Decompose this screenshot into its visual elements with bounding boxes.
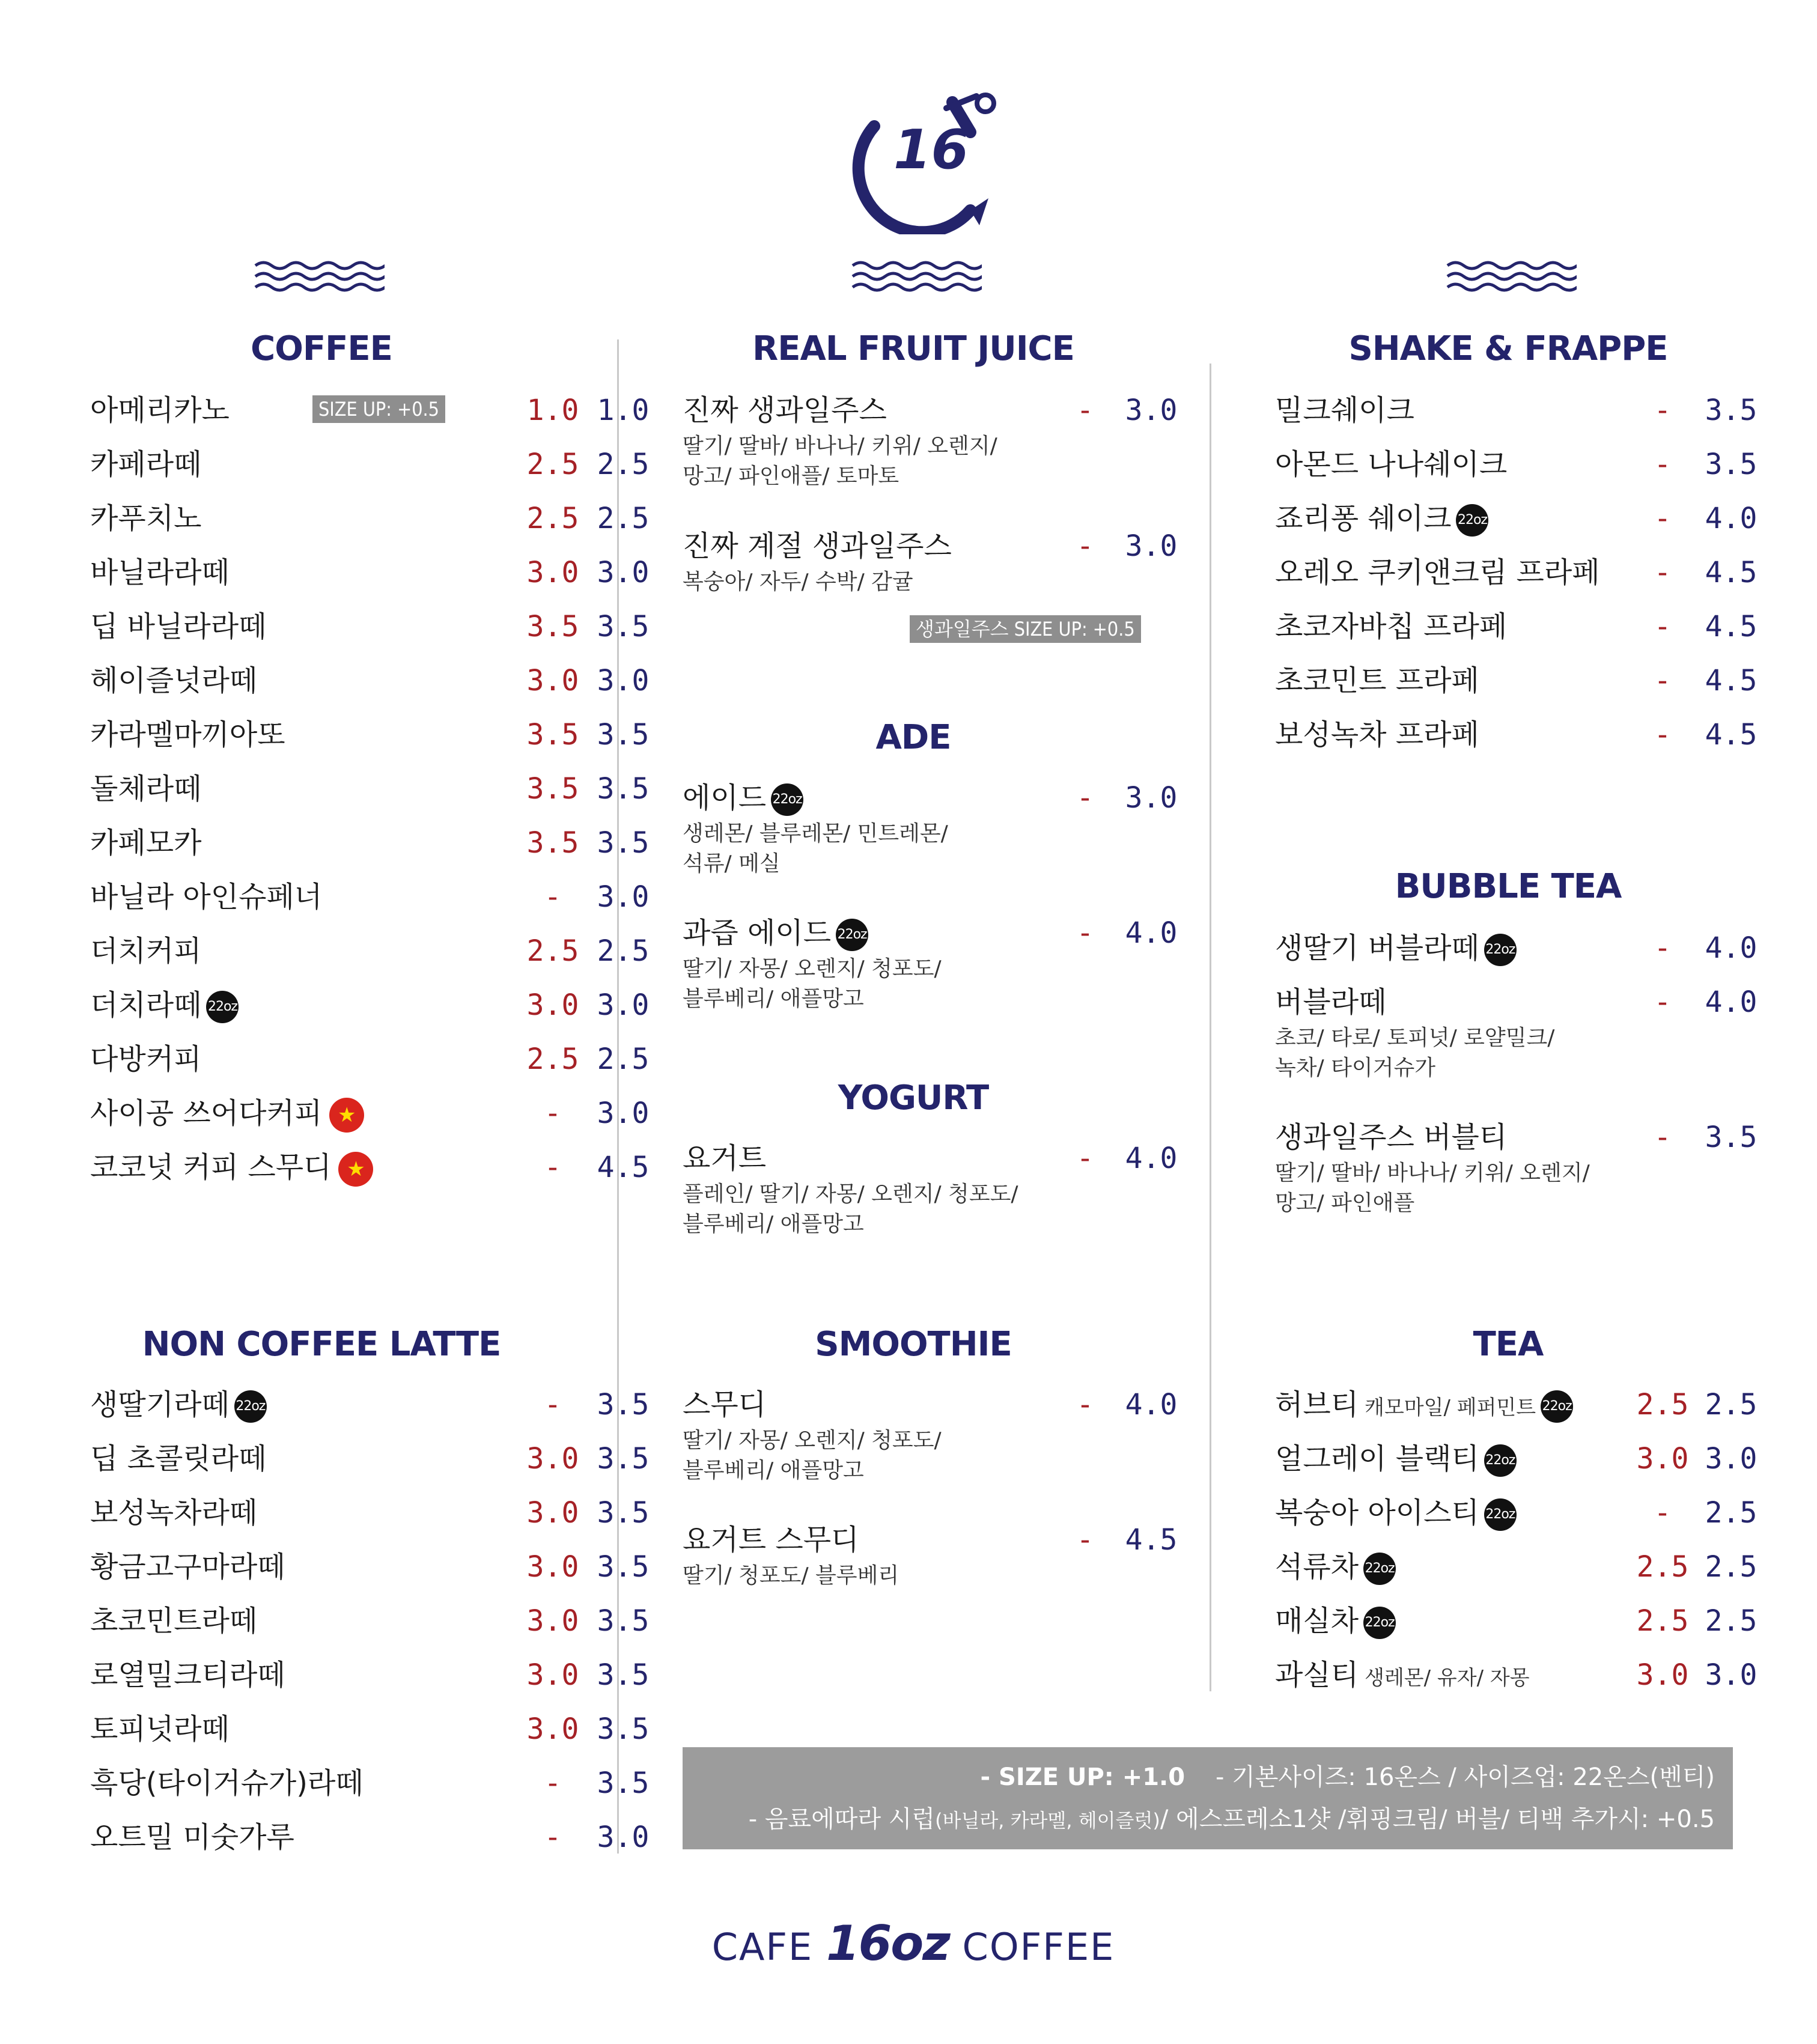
hot-price: 3.5 xyxy=(526,772,579,806)
ice-price: 4.0 xyxy=(1125,916,1178,950)
item-options: 망고/ 파인애플/ 토마토 xyxy=(683,464,899,488)
column-divider xyxy=(1210,363,1211,1691)
hot-price: 3.5 xyxy=(526,718,579,752)
item-note: 생레몬/ 유자/ 자몽 xyxy=(1365,1666,1530,1690)
item-name: 요거트 스무디 xyxy=(683,1523,859,1557)
hot-price: 3.0 xyxy=(526,1712,579,1746)
notice-syrup-types: (바닐라, 카라멜, 헤이즐럿) xyxy=(935,1809,1160,1832)
menu-item xyxy=(90,1600,650,1654)
hot-price: 2.5 xyxy=(526,448,579,481)
item-name xyxy=(1275,1546,1396,1588)
hot-price: - xyxy=(1076,1523,1094,1557)
notice-extras: / 에스프레소1샷 /휘핑크림/ 버블/ 티백 추가시: +0.5 xyxy=(1160,1805,1715,1833)
menu-item xyxy=(1275,660,1756,714)
ice-price: 3.5 xyxy=(597,1496,650,1530)
22oz-badge-icon: 22oz xyxy=(836,919,868,951)
ice-price: 4.5 xyxy=(597,1151,650,1184)
menu-item xyxy=(90,552,650,606)
item-options: 딸기/ 딸바/ 바나나/ 키위/ 오렌지/ xyxy=(1275,1161,1590,1185)
item-options: 딸기/ 청포도/ 블루베리 xyxy=(683,1563,899,1588)
hot-price: - xyxy=(1654,556,1672,589)
item-name: 아몬드 나나쉐이크 xyxy=(1275,448,1508,481)
menu-item xyxy=(1275,552,1756,606)
item-name: 버블라떼 xyxy=(1275,985,1387,1019)
juice-size-up-tag: 생과일주스 SIZE UP: +0.5 xyxy=(910,615,1141,643)
hot-price: - xyxy=(1654,610,1672,643)
item-name xyxy=(1275,1600,1396,1642)
item-name: 황금고구마라떼 xyxy=(90,1550,285,1584)
item-name xyxy=(90,1146,373,1188)
menu-item xyxy=(683,912,1178,1011)
ice-price: 4.5 xyxy=(1705,556,1758,589)
ice-price: 3.0 xyxy=(597,664,650,698)
hot-price: 3.0 xyxy=(526,1550,579,1584)
menu-item xyxy=(90,389,650,443)
item-name: 흑당(타이거슈가)라떼 xyxy=(90,1766,364,1800)
item-name: 오트밀 미숫가루 xyxy=(90,1820,294,1854)
ice-price: 4.0 xyxy=(1125,1388,1178,1422)
hot-price: - xyxy=(1654,664,1672,698)
item-name: 더치커피 xyxy=(90,934,202,968)
hot-price: 3.0 xyxy=(1636,1658,1689,1692)
menu-item xyxy=(1275,1438,1756,1492)
hot-price: 3.5 xyxy=(526,610,579,643)
menu-item xyxy=(1275,497,1756,552)
menu-item xyxy=(683,389,1178,488)
ice-price: 2.5 xyxy=(597,934,650,968)
item-options: 망고/ 파인애플 xyxy=(1275,1191,1415,1215)
menu-item xyxy=(90,1146,650,1200)
22oz-badge-icon: 22oz xyxy=(771,783,803,816)
ice-price: 4.0 xyxy=(1705,931,1758,965)
item-name xyxy=(683,912,868,954)
menu-item xyxy=(90,822,650,876)
ice-price: 3.5 xyxy=(597,610,650,643)
hot-price: 3.0 xyxy=(526,1496,579,1530)
22oz-badge-icon: 22oz xyxy=(1484,1444,1517,1477)
menu-item xyxy=(90,1438,650,1492)
menu-item xyxy=(90,876,650,930)
section-title-smoothie: SMOOTHIE xyxy=(815,1325,1012,1364)
hot-price: - xyxy=(544,1097,562,1130)
menu-item xyxy=(90,1546,650,1600)
item-name: 생과일주스 버블티 xyxy=(1275,1121,1508,1154)
item-name: 토피넛라떼 xyxy=(90,1712,230,1746)
notice-syrup: - 음료에따라 시럽 xyxy=(748,1805,936,1833)
ice-price: 3.5 xyxy=(597,1442,650,1476)
item-name-text: 과실티 xyxy=(1275,1658,1359,1692)
item-name xyxy=(90,1092,364,1134)
hot-price: - xyxy=(1654,1496,1672,1530)
hot-price: 2.5 xyxy=(526,1042,579,1076)
22oz-badge-icon: 22oz xyxy=(1363,1607,1396,1639)
footer-cafe: CAFE xyxy=(711,1925,814,1969)
ice-price: 3.0 xyxy=(597,1820,650,1854)
item-name xyxy=(1275,497,1488,540)
item-name xyxy=(1275,927,1517,969)
ice-price: 1.0 xyxy=(597,394,650,427)
item-name-text: 사이공 쓰어다커피 xyxy=(90,1097,323,1130)
item-note: 캐모마일/ 페퍼민트 xyxy=(1365,1396,1536,1420)
item-name: 초코민트 프라페 xyxy=(1275,664,1479,698)
menu-item xyxy=(1275,389,1756,443)
menu-item xyxy=(90,1492,650,1546)
ice-price: 4.5 xyxy=(1705,664,1758,698)
hot-price: 2.5 xyxy=(1636,1604,1689,1638)
logo-text: 16 xyxy=(893,118,969,181)
22oz-badge-icon: 22oz xyxy=(234,1390,267,1423)
menu-item xyxy=(90,1384,650,1438)
item-name: 카페라떼 xyxy=(90,448,202,481)
item-options: 복숭아/ 자두/ 수박/ 감귤 xyxy=(683,570,913,594)
hot-price: - xyxy=(544,880,562,914)
item-name: 헤이즐넛라떼 xyxy=(90,664,258,698)
hot-price: 2.5 xyxy=(1636,1550,1689,1584)
ice-price: 3.5 xyxy=(1705,448,1758,481)
item-name xyxy=(1275,1492,1517,1534)
hot-price: - xyxy=(1076,529,1094,563)
22oz-badge-icon: 22oz xyxy=(1484,1498,1517,1531)
hot-price: - xyxy=(1654,502,1672,535)
hot-price: - xyxy=(544,1766,562,1800)
hot-price: 3.5 xyxy=(526,826,579,860)
item-name: 카푸치노 xyxy=(90,502,202,535)
ice-price: 2.5 xyxy=(1705,1388,1758,1422)
notice-size-info: - 기본사이즈: 16온스 / 사이즈업: 22온스(벤티) xyxy=(1215,1763,1715,1791)
item-options: 딸기/ 자몽/ 오렌지/ 청포도/ xyxy=(683,957,942,981)
ice-price: 3.5 xyxy=(597,1712,650,1746)
22oz-badge-icon: 22oz xyxy=(1484,934,1517,966)
item-options: 석류/ 메실 xyxy=(683,851,781,876)
menu-item xyxy=(1275,981,1758,1080)
item-name xyxy=(1275,1654,1530,1699)
menu-item xyxy=(1275,1654,1756,1708)
hot-price: 3.0 xyxy=(526,556,579,589)
item-name: 초코민트라떼 xyxy=(90,1604,258,1638)
item-name-text: 석류차 xyxy=(1275,1550,1359,1584)
menu-item xyxy=(683,525,1178,603)
ice-price: 2.5 xyxy=(1705,1550,1758,1584)
hot-price: 3.0 xyxy=(1636,1442,1689,1476)
menu-item xyxy=(1275,606,1756,660)
menu-item xyxy=(90,930,650,984)
ice-price: 3.0 xyxy=(1125,781,1178,815)
menu-item xyxy=(90,768,650,822)
notice-size-up: - SIZE UP: +1.0 xyxy=(980,1763,1185,1791)
hot-price: 3.0 xyxy=(526,1442,579,1476)
footer-brand-logo xyxy=(709,1917,1118,1971)
item-name: 요거트 xyxy=(683,1142,767,1175)
notice-line-1 xyxy=(981,1759,1715,1795)
ice-price: 3.5 xyxy=(1705,394,1758,427)
menu-item xyxy=(683,777,1178,876)
ice-price: 3.0 xyxy=(597,1097,650,1130)
item-name: 바닐라라떼 xyxy=(90,556,230,589)
ice-price: 3.0 xyxy=(597,988,650,1022)
22oz-badge-icon: 22oz xyxy=(1456,504,1488,537)
22oz-badge-icon: 22oz xyxy=(206,991,239,1023)
menu-item xyxy=(683,1137,1178,1236)
hot-price: - xyxy=(544,1388,562,1422)
menu-item xyxy=(90,1654,650,1708)
item-name: 카페모카 xyxy=(90,826,202,860)
item-name: 스무디 xyxy=(683,1388,767,1422)
menu-item xyxy=(90,1092,650,1146)
section-title-coffee: COFFEE xyxy=(251,329,392,368)
ice-price: 4.5 xyxy=(1705,718,1758,752)
hot-price: - xyxy=(1654,985,1672,1019)
menu-item xyxy=(683,1384,1178,1483)
item-name: 카라멜마끼아또 xyxy=(90,718,285,752)
item-name: 딥 바닐라라떼 xyxy=(90,610,267,643)
menu-item xyxy=(90,660,650,714)
wave-divider-center xyxy=(850,258,982,297)
section-title-juice: REAL FRUIT JUICE xyxy=(752,329,1074,368)
hot-price: - xyxy=(1076,916,1094,950)
menu-item xyxy=(90,1762,650,1816)
ice-price: 3.0 xyxy=(597,880,650,914)
hot-price: - xyxy=(1654,931,1672,965)
ice-price: 4.5 xyxy=(1125,1523,1178,1557)
hot-price: - xyxy=(1654,394,1672,427)
ice-price: 3.0 xyxy=(1125,529,1178,563)
coffee-size-up-tag: SIZE UP: +0.5 xyxy=(312,395,445,423)
menu-item xyxy=(90,606,650,660)
menu-item xyxy=(90,443,650,497)
section-title-shake: SHAKE & FRAPPE xyxy=(1348,329,1668,368)
item-name-text: 에이드 xyxy=(683,781,767,815)
item-name: 진짜 생과일주스 xyxy=(683,394,887,427)
ice-price: 3.5 xyxy=(597,1604,650,1638)
section-title-bubble-tea: BUBBLE TEA xyxy=(1395,867,1622,906)
ice-price: 4.0 xyxy=(1705,502,1758,535)
item-name: 로열밀크티라떼 xyxy=(90,1658,285,1692)
ice-price: 3.5 xyxy=(597,826,650,860)
22oz-badge-icon: 22oz xyxy=(1541,1390,1573,1423)
menu-item xyxy=(1275,714,1756,768)
section-title-tea: TEA xyxy=(1473,1325,1544,1364)
vietnam-flag-icon: ★ xyxy=(338,1152,373,1187)
ice-price: 3.0 xyxy=(1125,394,1178,427)
hot-price: 3.0 xyxy=(526,1604,579,1638)
item-name: 돌체라떼 xyxy=(90,772,202,806)
ice-price: 3.0 xyxy=(597,556,650,589)
anchor-16-logo-icon xyxy=(850,90,1006,234)
ice-price: 3.5 xyxy=(597,718,650,752)
item-name: 바닐라 아인슈페너 xyxy=(90,880,323,914)
item-name-text: 코코넛 커피 스무디 xyxy=(90,1151,332,1184)
ice-price: 3.5 xyxy=(1705,1121,1758,1154)
hot-price: - xyxy=(1076,394,1094,427)
item-name-text: 복숭아 아이스티 xyxy=(1275,1496,1479,1530)
item-name xyxy=(90,984,239,1026)
item-name xyxy=(90,1384,267,1426)
hot-price: - xyxy=(1654,1121,1672,1154)
hot-price: - xyxy=(544,1820,562,1854)
ice-price: 2.5 xyxy=(597,502,650,535)
item-name: 다방커피 xyxy=(90,1042,202,1076)
hot-price: - xyxy=(1076,781,1094,815)
menu-item xyxy=(90,1038,650,1092)
item-name-text: 생딸기라떼 xyxy=(90,1388,230,1422)
size-up-notice xyxy=(683,1747,1733,1849)
section-title-ade: ADE xyxy=(875,718,951,757)
item-options: 블루베리/ 애플망고 xyxy=(683,1212,864,1236)
ice-price: 3.5 xyxy=(597,1766,650,1800)
item-options: 플레인/ 딸기/ 자몽/ 오렌지/ 청포도/ xyxy=(683,1182,1018,1206)
ice-price: 3.0 xyxy=(1705,1442,1758,1476)
footer-brand: 16oz xyxy=(826,1915,949,1971)
item-options: 딸기/ 자몽/ 오렌지/ 청포도/ xyxy=(683,1428,942,1453)
hot-price: - xyxy=(544,1151,562,1184)
menu-item xyxy=(1275,443,1756,497)
item-options: 초코/ 타로/ 토피넛/ 로얄밀크/ xyxy=(1275,1026,1555,1050)
section-title-non-coffee: NON COFFEE LATTE xyxy=(142,1325,501,1364)
item-name xyxy=(683,777,803,819)
hot-price: 1.0 xyxy=(526,394,579,427)
item-name-text: 생딸기 버블라떼 xyxy=(1275,931,1479,965)
menu-item xyxy=(1275,1546,1756,1600)
item-name-text: 과즙 에이드 xyxy=(683,916,832,950)
hot-price: - xyxy=(1076,1388,1094,1422)
hot-price: 3.0 xyxy=(526,664,579,698)
ice-price: 2.5 xyxy=(1705,1496,1758,1530)
wave-divider-left xyxy=(252,258,385,297)
hot-price: - xyxy=(1076,1142,1094,1175)
item-options: 딸기/ 딸바/ 바나나/ 키위/ 오렌지/ xyxy=(683,434,997,458)
menu-item xyxy=(1275,1492,1756,1546)
menu-item xyxy=(1275,1600,1756,1654)
ice-price: 4.0 xyxy=(1705,985,1758,1019)
ice-price: 3.5 xyxy=(597,1658,650,1692)
ice-price: 4.5 xyxy=(1705,610,1758,643)
item-name xyxy=(1275,1438,1517,1480)
menu-item xyxy=(683,1519,1178,1597)
ice-price: 2.5 xyxy=(597,448,650,481)
hot-price: - xyxy=(1654,718,1672,752)
hot-price: 2.5 xyxy=(526,934,579,968)
item-options: 블루베리/ 애플망고 xyxy=(683,1458,864,1483)
item-options: 생레몬/ 블루레몬/ 민트레몬/ xyxy=(683,821,948,846)
item-name: 진짜 계절 생과일주스 xyxy=(683,529,952,563)
hot-price: - xyxy=(1654,448,1672,481)
item-name: 딥 초콜릿라떼 xyxy=(90,1442,267,1476)
item-name-text: 얼그레이 블랙티 xyxy=(1275,1442,1479,1476)
item-name: 밀크쉐이크 xyxy=(1275,394,1414,427)
hot-price: 2.5 xyxy=(1636,1388,1689,1422)
item-name xyxy=(1275,1384,1573,1429)
vietnam-flag-icon: ★ xyxy=(329,1098,364,1133)
ice-price: 3.5 xyxy=(597,1388,650,1422)
item-name-text: 죠리퐁 쉐이크 xyxy=(1275,502,1452,535)
item-name: 아메리카노 xyxy=(90,394,230,427)
section-title-yogurt: YOGURT xyxy=(838,1078,989,1118)
ice-price: 4.0 xyxy=(1125,1142,1178,1175)
menu-item xyxy=(1275,1116,1758,1215)
item-name: 보성녹차라떼 xyxy=(90,1496,258,1530)
menu-item xyxy=(90,1816,650,1870)
item-name: 보성녹차 프라페 xyxy=(1275,718,1479,752)
menu-item xyxy=(1275,927,1756,981)
ice-price: 3.5 xyxy=(597,772,650,806)
item-name: 초코자바칩 프라페 xyxy=(1275,610,1508,643)
menu-item xyxy=(90,984,650,1038)
ice-price: 3.5 xyxy=(597,1550,650,1584)
item-options: 블루베리/ 애플망고 xyxy=(683,987,864,1011)
item-name-text: 허브티 xyxy=(1275,1388,1359,1422)
item-name-text: 매실차 xyxy=(1275,1604,1359,1638)
hot-price: 3.0 xyxy=(526,988,579,1022)
menu-item xyxy=(1275,1384,1756,1438)
menu-item xyxy=(90,714,650,768)
hot-price: 2.5 xyxy=(526,502,579,535)
ice-price: 2.5 xyxy=(1705,1604,1758,1638)
item-name-text: 더치라떼 xyxy=(90,988,202,1022)
ice-price: 2.5 xyxy=(597,1042,650,1076)
22oz-badge-icon: 22oz xyxy=(1363,1553,1396,1585)
item-name: 오레오 쿠키앤크림 프라페 xyxy=(1275,556,1600,589)
footer-coffee: COFFEE xyxy=(962,1925,1115,1969)
menu-item xyxy=(90,497,650,552)
notice-line-2 xyxy=(749,1801,1715,1839)
item-options: 녹차/ 타이거슈가 xyxy=(1275,1056,1436,1080)
ice-price: 3.0 xyxy=(1705,1658,1758,1692)
hot-price: 3.0 xyxy=(526,1658,579,1692)
menu-item xyxy=(90,1708,650,1762)
wave-divider-right xyxy=(1444,258,1577,297)
